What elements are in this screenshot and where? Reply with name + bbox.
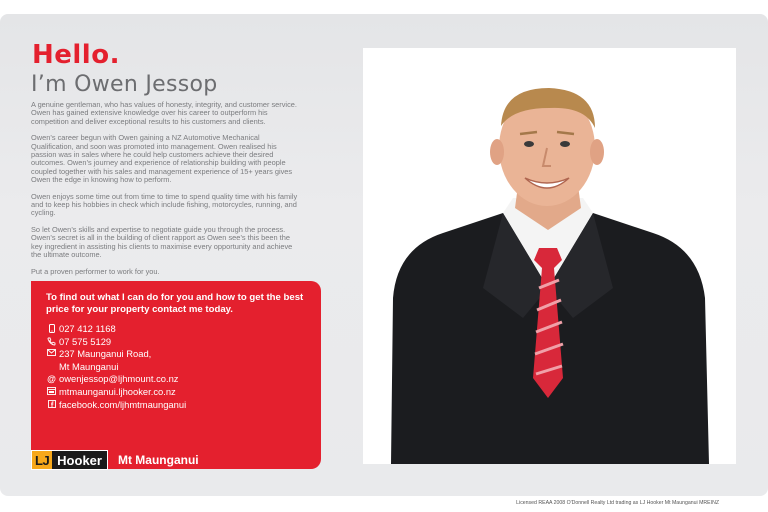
office-name: Mt Maunganui	[117, 453, 199, 467]
address-line-1: 237 Maunganui Road,	[59, 348, 152, 360]
website-url: mtmaunganui.ljhooker.co.nz	[59, 385, 176, 397]
contact-phone[interactable]	[45, 336, 186, 349]
bio-paragraph: Owen’s career begun with Owen gaining a NZ Automotive Mechanical Qualification, and soon was promoted into management. Owen realised his passion was in sales where he could help customers achieve their desired outcomes. Owen’s journey and experience of relationship building with people coupled together with his sales and management experience of 15+ years gives Owen the edge in knowing how to perform.	[31, 133, 293, 185]
logo-hooker: Hooker	[52, 451, 107, 469]
greeting-heading: Hello.	[32, 40, 120, 70]
mobile-icon	[45, 324, 58, 333]
license-statement: Licensed REAA 2008 O'Donnell Realty Ltd trading as LJ Hooker Mt Maunganui MREINZ	[516, 500, 719, 506]
contact-cta: To find out what I can do for you and how to get the best price for your property contact me today.	[46, 292, 304, 315]
bio-paragraph: Owen enjoys some time out from time to time to spend quality time with his family and to keep his hobbies in check which include fishing, motorcycles, running, and cycling.	[31, 191, 298, 218]
contact-email[interactable]	[45, 373, 186, 386]
contact-box	[31, 281, 321, 469]
web-icon	[45, 387, 58, 395]
bio-closing-line: Put a proven performer to work for you.	[31, 266, 160, 276]
logo-lj: LJ	[32, 451, 52, 469]
bio-paragraph: So let Owen’s skills and expertise to negotiate guide you through the process. Owen’s secret is all in the building of client rapport as Owen see’s this been the key ingredient in assisting his clients to maximise every opportunity and achieve the ultimate outcome.	[31, 224, 293, 260]
address-icon	[45, 349, 58, 356]
lj-hooker-logo	[31, 450, 108, 470]
brand-row	[31, 450, 199, 470]
facebook-url: facebook.com/ljhmtmaunganui	[59, 398, 187, 410]
contact-facebook[interactable]	[45, 399, 186, 412]
mobile-number: 027 412 1168	[59, 323, 116, 334]
email-address: owenjessop@ljhmount.co.nz	[59, 373, 179, 385]
contact-mobile[interactable]	[45, 323, 186, 336]
phone-number: 07 575 5129	[59, 335, 112, 347]
bio-paragraph: A genuine gentleman, who has values of honesty, integrity, and customer service. Owen has gained extensive knowledge over his career to outperform his competition and deliver exceptional results to his customers and clients.	[31, 100, 297, 126]
phone-icon	[45, 337, 58, 346]
agent-photo	[363, 48, 736, 464]
agent-bio	[31, 101, 303, 276]
contact-website[interactable]	[45, 386, 186, 399]
contact-address	[45, 348, 186, 373]
email-icon: @	[47, 374, 56, 385]
contact-list	[45, 323, 186, 411]
address-line-2: Mt Maunganui	[59, 360, 119, 372]
agent-name-heading: I’m Owen Jessop	[31, 72, 218, 97]
facebook-icon	[45, 400, 58, 408]
